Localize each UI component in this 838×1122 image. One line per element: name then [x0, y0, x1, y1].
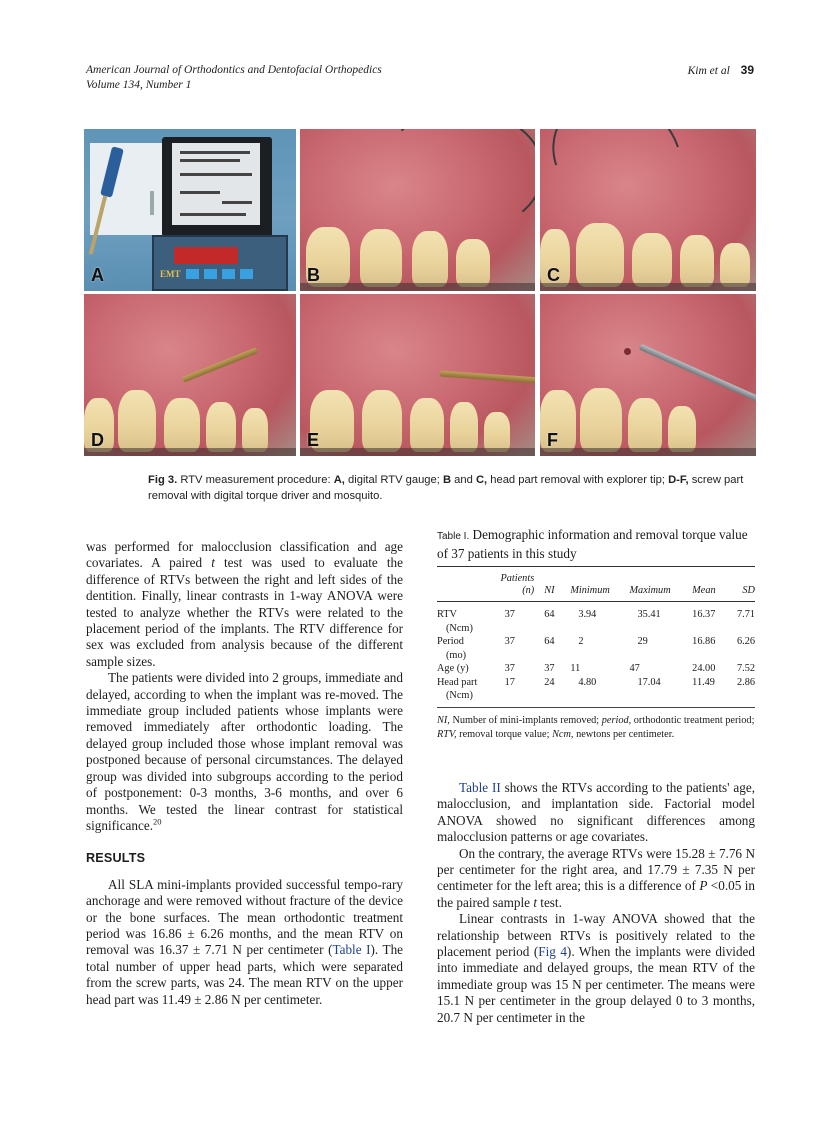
figure-panel-c: [540, 129, 756, 291]
gauge-button: [204, 269, 217, 279]
figure-panel-d: [84, 294, 296, 456]
col-header-ni: NI: [544, 585, 555, 596]
torque-driver: [440, 371, 535, 384]
figure-panel-b: [300, 129, 535, 291]
panel-label: D: [91, 430, 104, 450]
col-header-minimum: Minimum: [570, 585, 610, 596]
table-row: Head part (Ncm) 17 24 4.80 17.04 11.49 2.86: [437, 676, 755, 701]
table-row: Period (mo) 37 64 2 29 16.86 6.26: [437, 636, 755, 661]
running-head: [86, 63, 382, 93]
col-header-patients: Patients (n): [500, 573, 535, 596]
figure-label: Fig 3.: [148, 474, 178, 486]
device-brand: EMT: [160, 269, 181, 279]
figure-panel-f: [540, 294, 756, 456]
explorer-tip: [380, 129, 535, 233]
table-footnote: NI, Number of mini-implants removed; period, orthodontic treatment period; RTV, removal torque value; Ncm, newtons per centimeter.: [437, 714, 755, 740]
col-header-maximum: Maximum: [629, 585, 671, 596]
page-header-right: [688, 63, 754, 79]
figure-panel-a: [84, 129, 296, 291]
journal-title: American Journal of Orthodontics and Dentofacial Orthopedics: [86, 64, 382, 76]
table-2-link[interactable]: Table II: [459, 780, 501, 795]
panel-label: B: [307, 265, 320, 285]
rtv-gauge: [152, 235, 288, 291]
figure-4-link[interactable]: Fig 4: [538, 944, 567, 960]
table-row: RTV (Ncm) 37 64 3.94 35.41 16.37 7.71: [437, 609, 755, 634]
table-1: [437, 526, 755, 742]
data-table: [437, 566, 755, 708]
gauge-button: [186, 269, 199, 279]
panel-label: A: [91, 265, 104, 285]
volume-number: Volume 134, Number 1: [86, 79, 192, 91]
paragraph: The patients were divided into 2 groups, immediate and delayed, according to when the implant was re-moved. The immediate group included patients whose implants were removed immediately after orthodontic loading. The delayed group included those whose implant removal was postponed because of personal circumstances. The delayed group was divided into subgroups according to the period of postponement: 0-3 months, 3-6 months, and over 6 months. We tested the linear contrast for statistical significance.$^{20}$: [86, 670, 403, 833]
panel-label: C: [547, 265, 560, 285]
author-running-title: Kim et al: [687, 65, 730, 77]
table-row: Age (y) 37 37 11 47 24.00 7.52: [437, 663, 755, 674]
paragraph: was performed for malocclusion classification and age covariates. A paired t test was used to evaluate the difference of RTVs between the right and left sides of the dentition. Finally, linear contrasts in 1-way ANOVA were tested to analyze whether the RTVs were related to the placement period of the implants. The RTV difference for sex was excluded from analysis because of the different sample sizes.: [86, 539, 403, 669]
torque-driver: [182, 347, 258, 383]
figure-3: [84, 129, 756, 456]
paragraph: Table II shows the RTVs according to the patients' age, malocclusion, and implantation side. Factorial model ANOVA showed no significant differences among malocclusion patterns or age covariates.: [437, 780, 755, 845]
table-label: Table I.: [437, 531, 470, 542]
paragraph: Linear contrasts in 1-way ANOVA showed that the relationship between RTVs is positively related to the placement period (Fig 4). When the implants were divided into immediate and delayed groups, the mean RTV of the immediate group was 15 N per centimeter. The means were 15.1 N per centimeter in the group delayed 0 to 3 months, 20.7 N per centimeter in the: [437, 911, 755, 1025]
mini-implant: [150, 191, 154, 215]
reference-citation[interactable]: 20: [153, 816, 162, 827]
section-heading-results: RESULTS: [86, 851, 146, 866]
gauge-device-label: [162, 137, 272, 237]
paragraph: On the contrary, the average RTVs were 15.28 ± 7.76 N per centimeter for the right area, and 17.79 ± 7.35 N per centimeter for the left area; this is a difference of P <0.05 in the paired sample t test.: [437, 845, 755, 910]
table-1-link[interactable]: Table I: [332, 942, 371, 958]
table-title: Table I. Demographic information and removal torque value of 37 patients in this study: [437, 527, 748, 561]
col-header-mean: Mean: [692, 585, 716, 596]
implant-site: [624, 348, 631, 355]
led-display: [174, 247, 238, 264]
page-number: 39: [740, 63, 754, 77]
table-header-row: [437, 567, 755, 602]
body-left-column: [86, 539, 403, 1008]
figure-panel-e: [300, 294, 535, 456]
panel-label: F: [547, 430, 558, 450]
body-right-column: [437, 780, 755, 1026]
paragraph: All SLA mini-implants provided successful tempo-rary anchorage and were removed without fracture of the device or the bone surfaces. The mean orthodontic treatment period was 16.86 ± 6.26 months, and the mean RTV on removal was 16.37 ± 7.71 N per centimeter (Table I). The total number of upper head parts, which were separated from the screw parts, was 24. The mean RTV on the upper head part was 11.49 ± 2.86 N per centimeter.: [86, 876, 404, 1007]
panel-label: E: [307, 430, 320, 450]
gauge-button: [240, 269, 253, 279]
col-header-sd: SD: [742, 585, 755, 596]
figure-caption: Fig 3. RTV measurement procedure: A, digital RTV gauge; B and C, head part removal with explorer tip; D-F, screw part removal with digital torque driver and mosquito.: [148, 474, 744, 502]
gauge-button: [222, 269, 235, 279]
